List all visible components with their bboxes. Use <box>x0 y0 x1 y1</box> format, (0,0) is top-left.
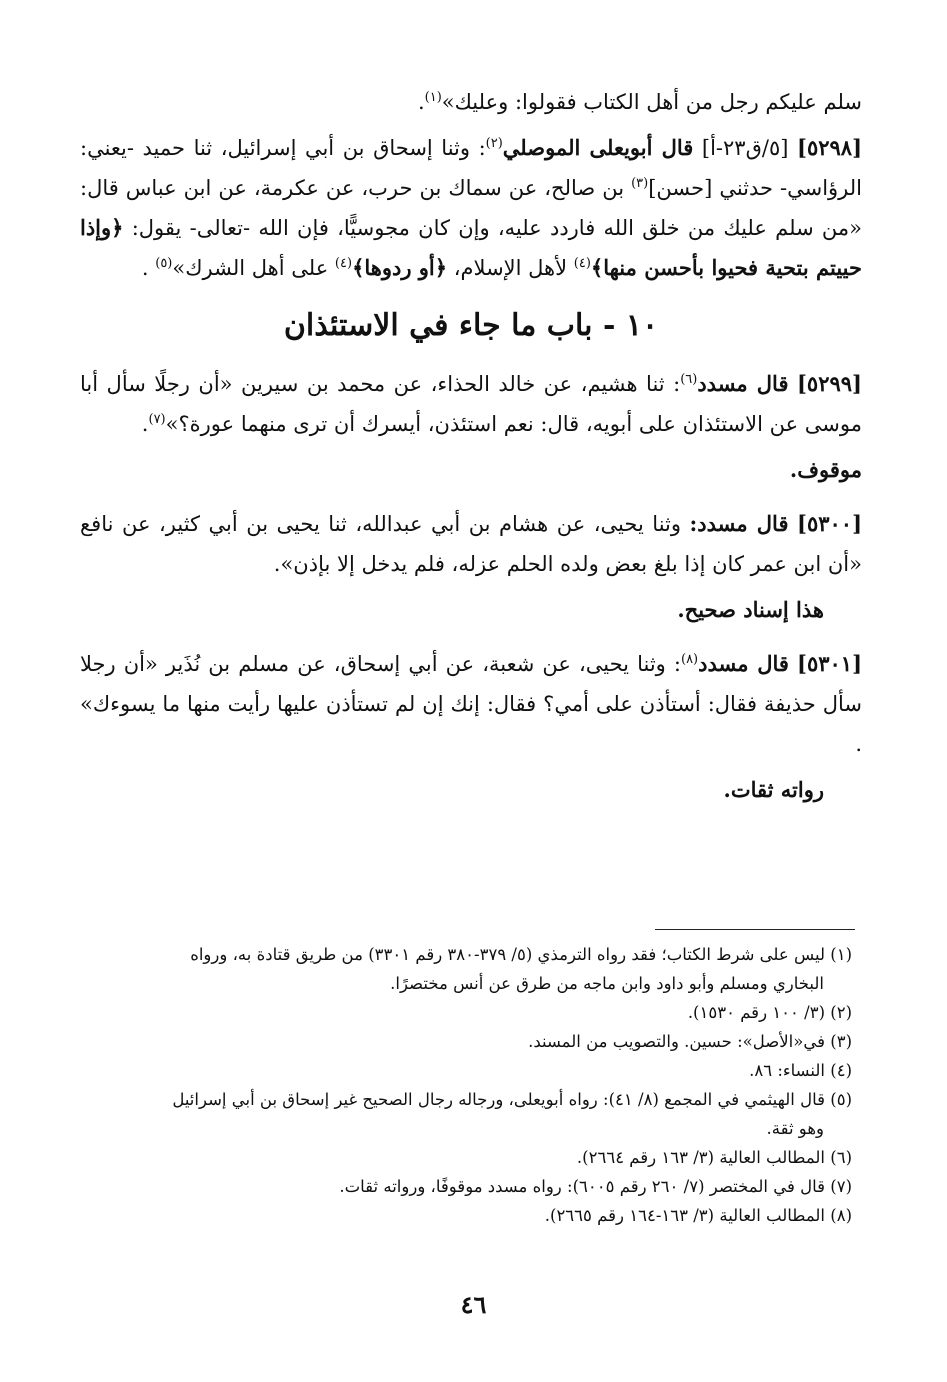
hadith-5298: [٥٢٩٨] [٥/ق٢٣-أ] قال أبويعلى الموصلي$^{(٢)}$: وثنا إسحاق بن أبي إسرائيل، ثنا حميد -يعني: الرؤاسي- حدثني [حسن]$^{(٣)}$ بن صالح، عن سماك بن حرب، عن عكرمة، عن ابن عباس قال: «من سلم عليك من خلق الله فاردد عليه، وإن كان مجوسيًّا، فإن الله -تعالى- يقول: ﴿وإذا حييتم بتحية فحيوا بأحسن منها﴾$^{(٤)}$ لأهل الإسلام، ﴿أو ردوها﴾$^{(٤)}$ على أهل الشرك»$^{(٥)}$ . <box>80 135 863 280</box>
footnote-ref[interactable]: (٤) <box>334 256 353 271</box>
footnote-ref[interactable]: (٣) <box>631 176 649 191</box>
hadith-number: [٥٢٩٩] <box>796 371 862 396</box>
footnote-5: (٥) قال الهيثمي في المجمع (٨/ ٤١): رواه أبويعلى، ورجاله رجال الصحيح غير إسحاق بن أبي إسرائيل <box>172 1090 852 1109</box>
footnote-ref[interactable]: (٤) <box>573 256 591 271</box>
narrator-lead: قال أبويعلى الموصلي <box>502 135 694 160</box>
hadith-number: [٥٣٠٠] <box>797 511 862 536</box>
footnote-5-continued: وهو ثقة. <box>766 1119 824 1138</box>
continuation-paragraph: سلم عليكم رجل من أهل الكتاب فقولوا: وعليك»$^{(١)}$. <box>417 90 862 114</box>
footnote-ref[interactable]: (٥) <box>155 256 173 271</box>
footnotes <box>80 940 852 1230</box>
footnote-ref[interactable]: (٦) <box>680 372 698 387</box>
narrator-lead: قال مسدد <box>697 371 789 396</box>
grading-5300: هذا إسناد صحيح. <box>677 597 824 622</box>
quran-quote: ﴿أو ردوها﴾ <box>352 255 448 280</box>
narrator-lead: قال مسدد: <box>689 511 789 536</box>
page-number: ٤٦ <box>460 1290 487 1319</box>
footnote-ref[interactable]: (٢) <box>485 136 503 151</box>
footnote-divider <box>655 929 855 930</box>
hadith-5300: [٥٣٠٠] قال مسدد: وثنا يحيى، عن هشام بن أبي عبدالله، ثنا يحيى بن أبي كثير، عن نافع «أن ابن عمر كان إذا بلغ بعض ولده الحلم عزله، فلم يدخل إلا بإذن». <box>80 511 862 576</box>
footnote-8: (٨) المطالب العالية (٣/ ١٦٣-١٦٤ رقم ٢٦٦٥). <box>544 1206 852 1225</box>
manuscript-ref: [٥/ق٢٣-أ] <box>701 136 789 160</box>
main-text <box>80 82 862 816</box>
footnote-7: (٧) قال في المختصر (٧/ ٢٦٠ رقم ٦٠٠٥): رواه مسدد موقوفًا، ورواته ثقات. <box>339 1177 852 1196</box>
hadith-5301: [٥٣٠١] قال مسدد$^{(٨)}$: وثنا يحيى، عن شعبة، عن أبي إسحاق، عن مسلم بن نُذَير «أن رجلا سأل حذيفة فقال: أستأذن على أمي؟ فقال: إنك إن لم تستأذن عليها رأيت منها ما يسوءك» . <box>80 651 862 756</box>
quran-quote: ﴿وإذا حييتم بتحية فحيوا بأحسن منها﴾ <box>80 215 862 280</box>
footnote-1-continued: البخاري ومسلم وأبو داود وابن ماجه من طرق عن أنس مختصرًا. <box>390 974 824 993</box>
hadith-number: [٥٢٩٨] <box>797 135 863 160</box>
hadith-number: [٥٣٠١] <box>797 651 862 676</box>
footnote-1: (١) ليس على شرط الكتاب؛ فقد رواه الترمذي (٥/ ٣٧٩-٣٨٠ رقم ٣٣٠١) من طريق قتادة به، ورواه <box>190 945 852 964</box>
grading-5301: رواته ثقات. <box>723 777 824 802</box>
hadith-5299: [٥٢٩٩] قال مسدد$^{(٦)}$: ثنا هشيم، عن خالد الحذاء، عن محمد بن سيرين «أن رجلًا سأل أبا موسى عن الاستئذان على أبويه، قال: نعم استئذن، أيسرك أن ترى منهما عورة؟»$^{(٧)}$. <box>80 371 862 436</box>
footnote-ref[interactable]: (١) <box>424 90 442 105</box>
footnote-3: (٣) في«الأصل»: حسين. والتصويب من المسند. <box>528 1032 852 1051</box>
grading-5299: موقوف. <box>789 457 862 482</box>
footnote-2: (٢) (٣/ ١٠٠ رقم ١٥٣٠). <box>687 1003 852 1022</box>
footnote-ref[interactable]: (٨) <box>680 652 699 667</box>
footnote-4: (٤) النساء: ٨٦. <box>749 1061 852 1080</box>
footnote-ref[interactable]: (٧) <box>148 412 166 427</box>
chapter-heading: ١٠ - باب ما جاء في الاستئذان <box>283 308 659 343</box>
narrator-lead: قال مسدد <box>698 651 789 676</box>
footnote-6: (٦) المطالب العالية (٣/ ١٦٣ رقم ٢٦٦٤). <box>576 1148 852 1167</box>
